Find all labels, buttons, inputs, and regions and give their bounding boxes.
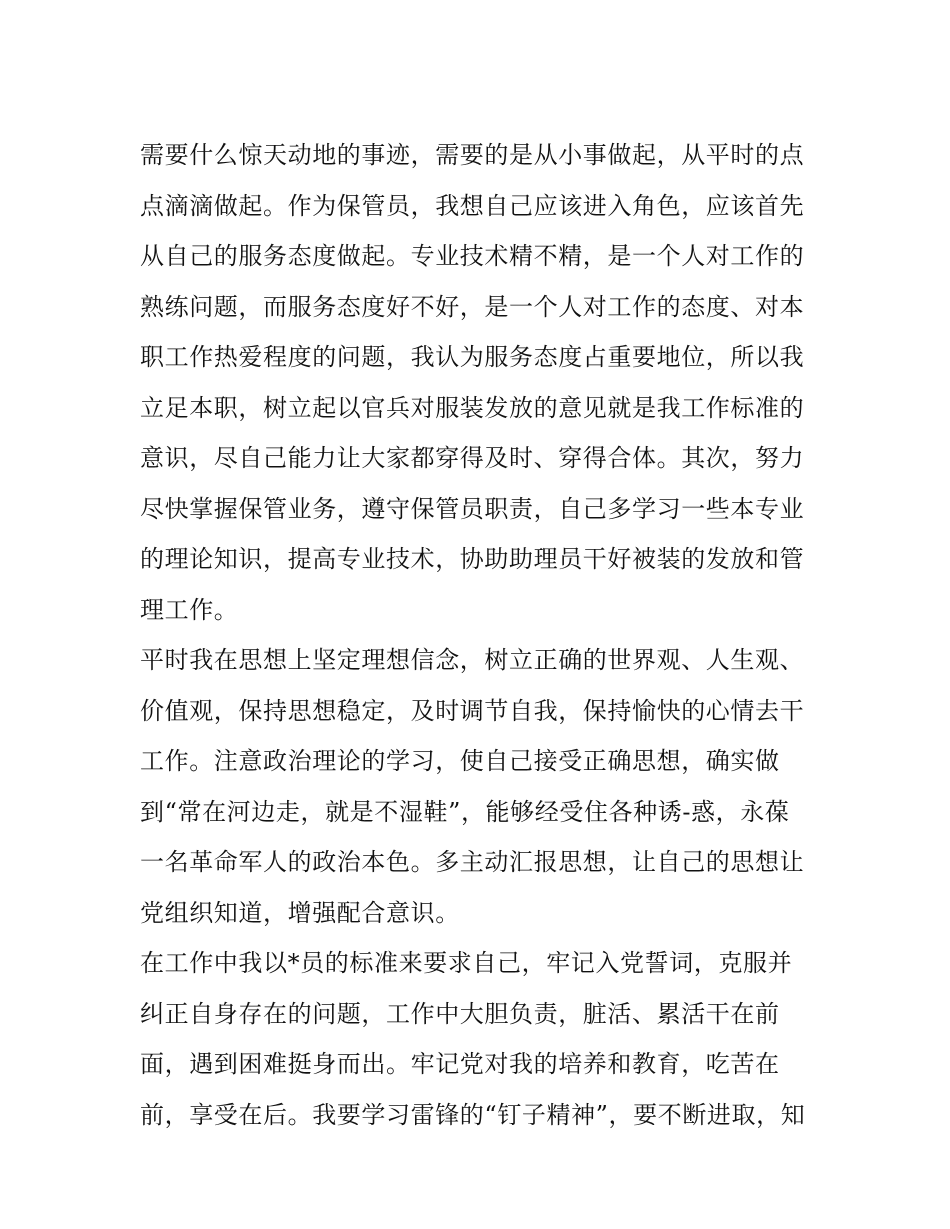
text-line: 价值观，保持思想稳定，及时调节自我，保持愉快的心情去干	[140, 696, 805, 725]
text-line: 纠正自身存在的问题，工作中大胆负责，脏活、累活干在前	[140, 999, 780, 1028]
text-line: 职工作热爱程度的问题，我认为服务态度占重要地位，所以我	[140, 343, 805, 371]
document-body	[140, 130, 820, 1140]
text-line: 的理论知识，提高专业技术，协助助理员干好被装的发放和管	[140, 545, 805, 573]
text-line: 需要什么惊天动地的事迹，需要的是从小事做起，从平时的点	[140, 141, 805, 169]
text-line: 工作。注意政治理论的学习，使自己接受正确思想，确实做	[140, 747, 780, 775]
text-line: 前，享受在后。我要学习雷锋的“钉子精神”，要不断进取，知	[140, 1100, 806, 1129]
text-line: 平时我在思想上坚定理想信念，树立正确的世界观、人生观、	[140, 646, 805, 674]
text-line: 立足本职，树立起以官兵对服装发放的意见就是我工作标准的	[140, 393, 805, 422]
text-line: 在工作中我以*员的标准来要求自己，牢记入党誓词，克服并	[140, 949, 793, 977]
text-line: 理工作。	[140, 595, 239, 624]
text-line: 点滴滴做起。作为保管员，我想自己应该进入角色，应该首先	[140, 191, 805, 220]
text-line: 到“常在河边走，就是不湿鞋”，能够经受住各种诱-惑，永葆	[140, 797, 790, 826]
text-line: 熟练问题，而服务态度好不好，是一个人对工作的态度、对本	[140, 292, 805, 321]
text-line: 党组织知道，增强配合意识。	[140, 898, 460, 927]
text-line: 一名革命军人的政治本色。多主动汇报思想，让自己的思想让	[140, 848, 805, 876]
text-line: 尽快掌握保管业务，遵守保管员职责，自己多学习一些本专业	[140, 494, 805, 523]
text-line: 从自己的服务态度做起。专业技术精不精，是一个人对工作的	[140, 242, 805, 270]
text-line: 意识，尽自己能力让大家都穿得及时、穿得合体。其次，努力	[140, 444, 805, 472]
text-line: 面，遇到困难挺身而出。牢记党对我的培养和教育，吃苦在	[140, 1050, 780, 1078]
